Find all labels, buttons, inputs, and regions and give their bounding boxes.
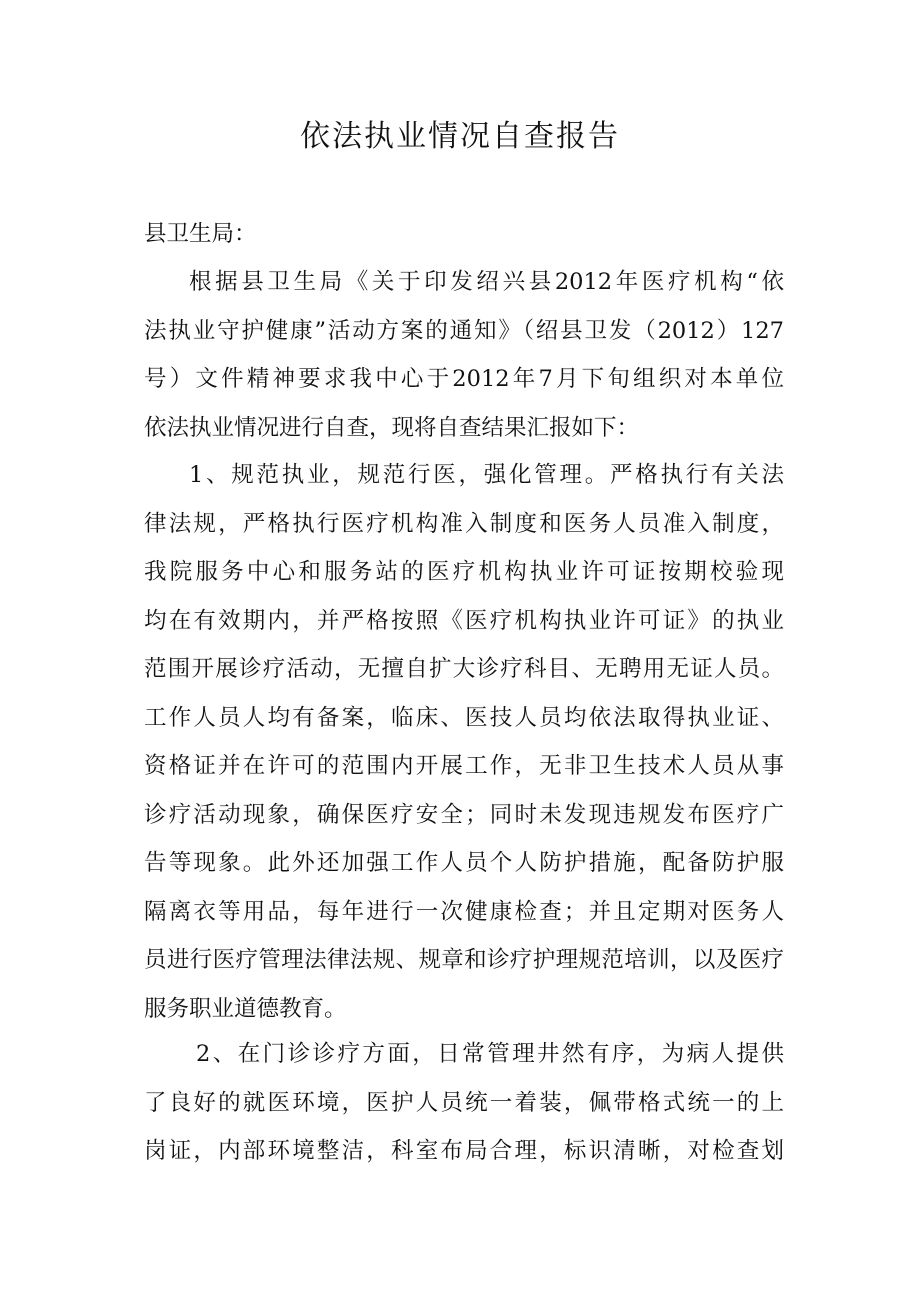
paragraph-line: 服务职业道德教育。 — [144, 995, 347, 1022]
paragraph-line: 我院服务中心和服务站的医疗机构执业许可证按期校验现 — [144, 559, 784, 585]
paragraph-line: 隔离衣等用品，每年进行一次健康检查；并且定期对医务人 — [144, 898, 784, 925]
paragraph-line: 工作人员人均有备案，临床、医技人员均依法取得执业证、 — [144, 704, 784, 731]
paragraph-line: 依法执业情况进行自查，现将自查结果汇报如下： — [144, 414, 640, 441]
paragraph-line: 2、在门诊诊疗方面，日常管理井然有序，为病人提供 — [196, 1041, 784, 1067]
document-title: 依法执业情况自查报告 — [300, 119, 620, 154]
paragraph-line: 根据县卫生局《关于印发绍兴县2012年医疗机构“依 — [189, 269, 784, 295]
paragraph-line: 诊疗活动现象，确保医疗安全；同时未发现违规发布医疗广 — [144, 801, 784, 828]
paragraph-line: 员进行医疗管理法律法规、规章和诊疗护理规范培训，以及医疗 — [144, 947, 784, 973]
paragraph-line: 资格证并在许可的范围内开展工作，无非卫生技术人员从事 — [144, 753, 784, 779]
paragraph-line: 法执业守护健康”活动方案的通知》（绍县卫发（2012）127 — [144, 317, 784, 344]
paragraph-line: 号）文件精神要求我中心于2012年7月下旬组织对本单位 — [144, 366, 784, 392]
salutation: 县卫生局： — [144, 221, 257, 247]
paragraph-2 — [144, 451, 784, 1033]
paragraph-1 — [144, 258, 784, 452]
paragraph-line: 告等现象。此外还加强工作人员个人防护措施，配备防护服 — [144, 850, 784, 876]
paragraph-line: 均在有效期内，并严格按照《医疗机构执业许可证》的执业 — [144, 607, 784, 634]
paragraph-3 — [144, 1030, 784, 1176]
paragraph-line: 岗证，内部环境整洁，科室布局合理，标识清晰，对检查划 — [144, 1138, 784, 1164]
paragraph-line: 了良好的就医环境，医护人员统一着装，佩带格式统一的上 — [144, 1089, 784, 1116]
paragraph-line: 范围开展诊疗活动，无擅自扩大诊疗科目、无聘用无证人员。 — [144, 656, 784, 682]
paragraph-line: 1、规范执业，规范行医，强化管理。严格执行有关法 — [189, 462, 784, 488]
paragraph-line: 律法规，严格执行医疗机构准入制度和医务人员准入制度， — [144, 510, 784, 537]
